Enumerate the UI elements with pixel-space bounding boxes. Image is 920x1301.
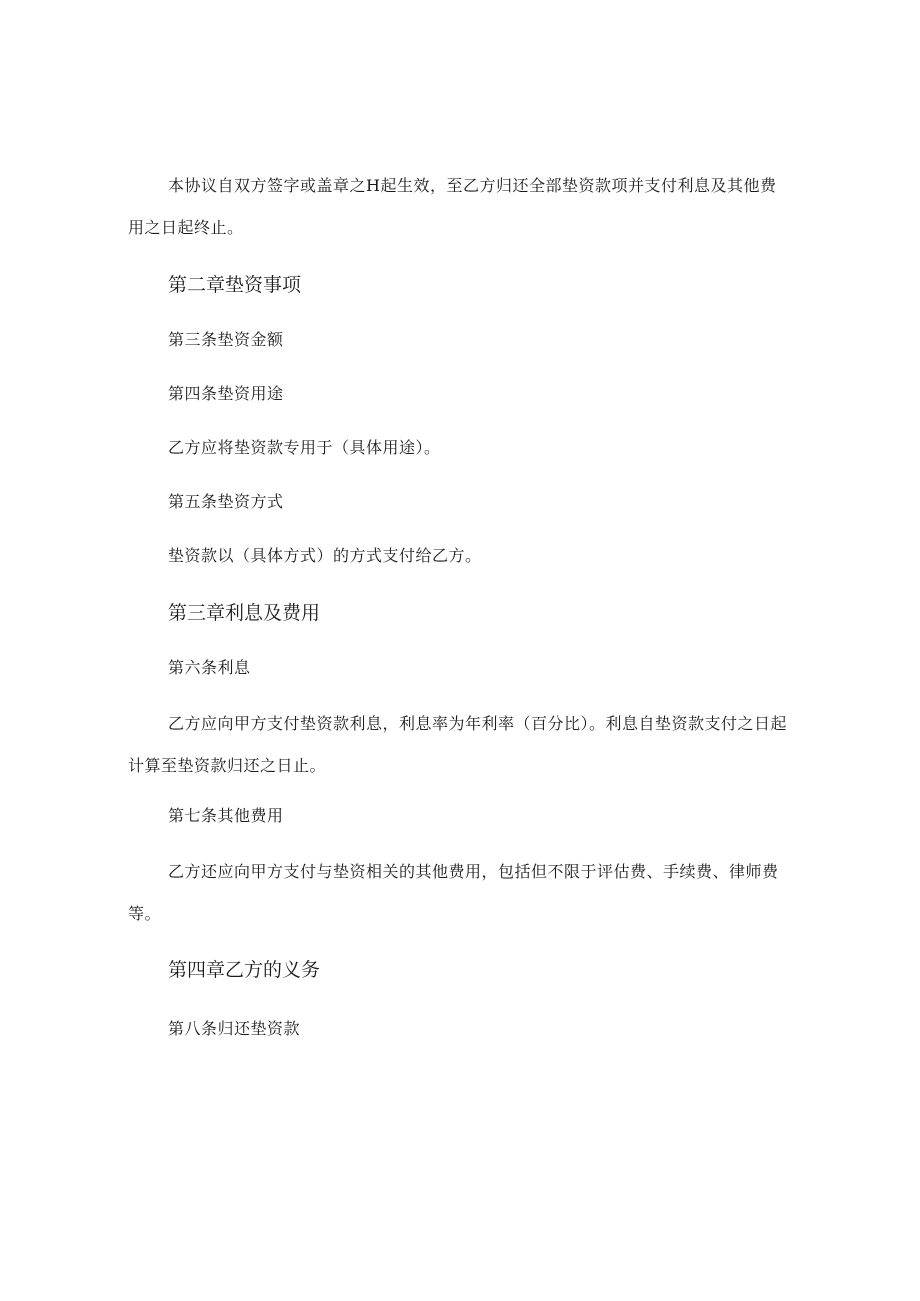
article-8-title: 第八条归还垫资款 [168, 1019, 301, 1038]
article-5-title: 第五条垫资方式 [168, 492, 284, 511]
effect-clause-paragraph: 本协议自双方签字或盖章之H起生效，至乙方归还全部垫资款项并支付利息及其他费用之日起终止。 [128, 176, 777, 237]
chapter-2-heading: 第二章垫资事项 [168, 274, 302, 296]
article-4-body: 乙方应将垫资款专用于（具体用途）。 [168, 438, 441, 457]
article-7-body: 乙方还应向甲方支付与垫资相关的其他费用，包括但不限于评估费、手续费、律师费等。 [128, 862, 779, 923]
article-7-title: 第七条其他费用 [168, 806, 284, 825]
article-4-title: 第四条垫资用途 [168, 384, 284, 403]
chapter-3-heading: 第三章利息及费用 [168, 602, 321, 624]
article-6-title: 第六条利息 [168, 658, 251, 677]
article-6-body: 乙方应向甲方支付垫资款利息，利息率为年利率（百分比）。利息自垫资款支付之日起计算至垫资款归还之日止。 [128, 714, 788, 775]
article-3-title: 第三条垫资金额 [168, 330, 284, 349]
chapter-4-heading: 第四章乙方的义务 [168, 959, 321, 981]
article-5-body: 垫资款以（具体方式）的方式支付给乙方。 [168, 546, 482, 565]
